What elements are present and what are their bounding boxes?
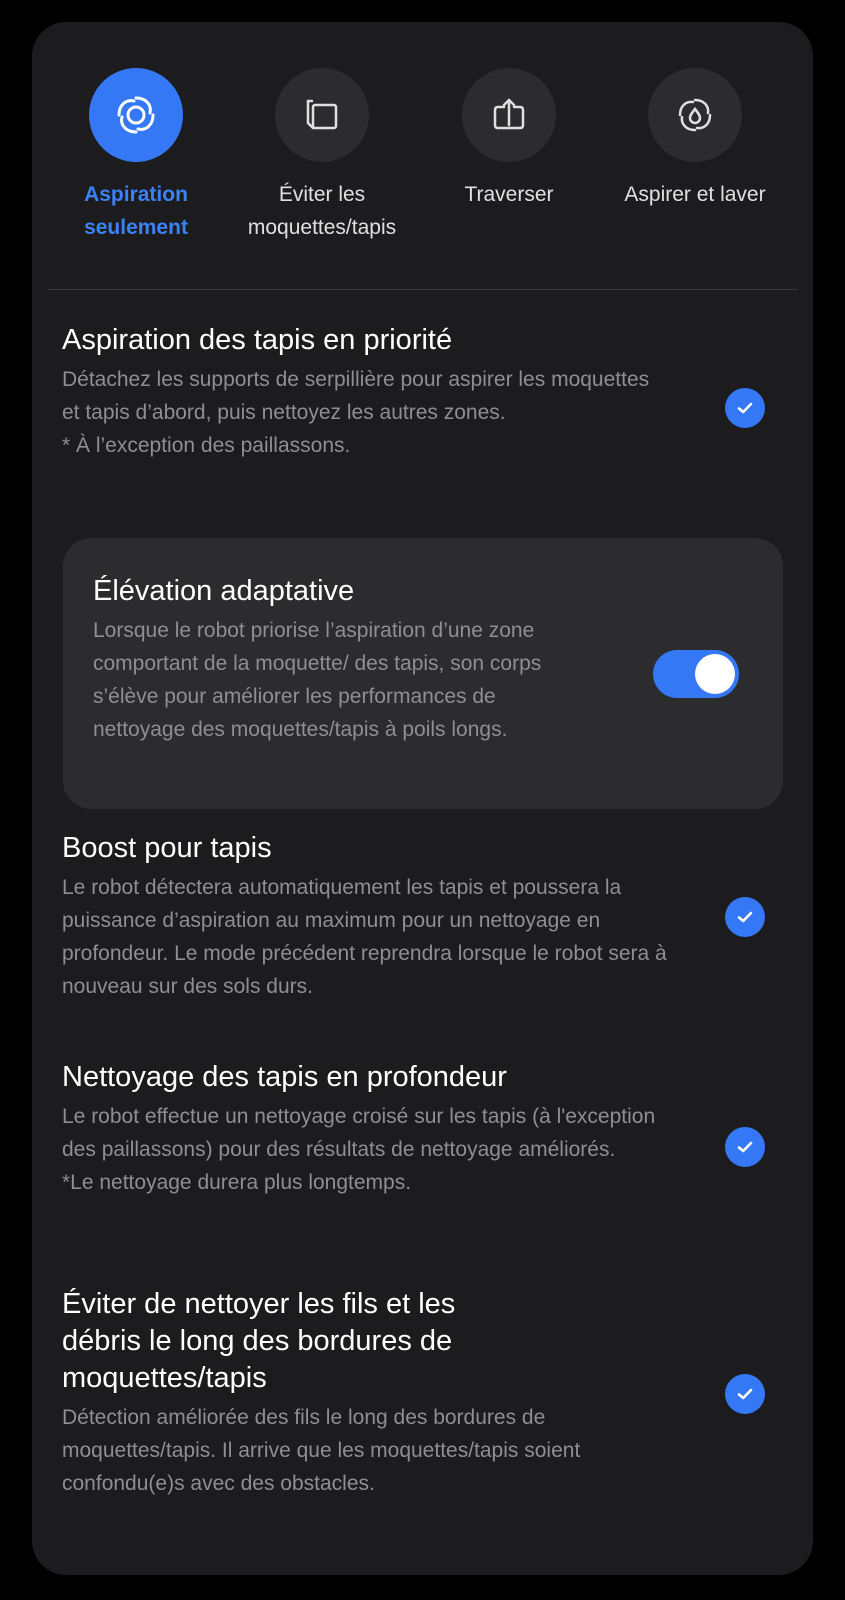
mode-vacuum-only-label: Aspiration seulement [84,183,188,239]
deep-carpet-checkbox[interactable] [725,1127,765,1167]
setting-avoid-fringe-desc: Détection améliorée des fils le long des bordures de moquettes/tapis. Il arrive que les moquettes/tapis soient confondu(e)s avec des obstacles. [62,1406,581,1495]
setting-deep-carpet-note: *Le nettoyage durera plus longtemps. [62,1171,412,1194]
setting-avoid-fringe-title: Éviter de nettoyer les fils et les débris le long des bordures de moquettes/tapis [62,1288,456,1394]
carpet-boost-checkbox[interactable] [725,897,765,937]
setting-carpet-priority-title: Aspiration des tapis en priorité [62,324,453,356]
carpet-priority-checkbox[interactable] [725,388,765,428]
checkmark-icon [736,399,754,417]
mode-avoid-carpets-button[interactable] [275,68,369,162]
setting-adaptive-lift-desc: Lorsque le robot priorise l’aspiration d’une zone comportant de la moquette/ des tapis, son corps s’élève pour améliorer les performances de nettoyage des moquettes/tapis à poils longs. [93,619,542,741]
mode-vacuum-and-mop[interactable] [600,68,790,211]
setting-deep-carpet-title: Nettoyage des tapis en profondeur [62,1061,507,1093]
mode-traverse-label: Traverser [464,183,554,206]
setting-carpet-priority-desc: Détachez les supports de serpillière pour aspirer les moquettes et tapis d’abord, puis nettoyez les autres zones. [62,368,650,424]
avoid-fringe-checkbox[interactable] [725,1374,765,1414]
setting-deep-carpet [62,1059,690,1199]
setting-carpet-priority-note: * À l’exception des paillassons. [62,434,351,457]
mode-vacuum-only-button[interactable] [89,68,183,162]
setting-carpet-boost-title: Boost pour tapis [62,832,272,864]
mode-avoid-carpets-label: Éviter les moquettes/tapis [247,183,397,239]
toggle-knob [695,654,735,694]
mode-avoid-carpets[interactable] [227,68,417,244]
mode-vacuum-and-mop-label: Aspirer et laver [624,183,766,206]
adaptive-lift-card [63,538,783,809]
checkmark-icon [736,1138,754,1156]
setting-adaptive-lift-title: Élévation adaptative [93,575,355,607]
setting-carpet-boost [62,830,690,1003]
vacuum-mop-icon [675,95,715,135]
checkmark-icon [736,1385,754,1403]
adaptive-lift-toggle[interactable] [653,650,739,698]
checkmark-icon [736,908,754,926]
mode-traverse[interactable] [414,68,604,211]
divider [48,289,798,290]
mode-vacuum-and-mop-button[interactable] [648,68,742,162]
setting-carpet-priority [62,322,662,462]
setting-deep-carpet-desc: Le robot effectue un nettoyage croisé sur les tapis (à l'exception des paillassons) pour des résultats de nettoyage améliorés. [62,1105,656,1161]
mode-vacuum-only[interactable] [41,68,231,244]
carpet-settings-panel [32,22,813,1575]
setting-adaptive-lift [93,573,563,746]
cleaning-mode-selector [32,22,813,292]
setting-carpet-boost-desc: Le robot détectera automatiquement les tapis et poussera la puissance d’aspiration au maximum pour un nettoyage en profondeur. Le mode précédent reprendra lorsque le robot sera à nouveau sur des sols durs. [62,876,667,998]
setting-avoid-fringe [62,1286,690,1500]
swirl-icon [114,93,158,137]
carpet-avoid-icon [302,95,342,135]
mode-traverse-button[interactable] [462,68,556,162]
traverse-icon [489,95,529,135]
